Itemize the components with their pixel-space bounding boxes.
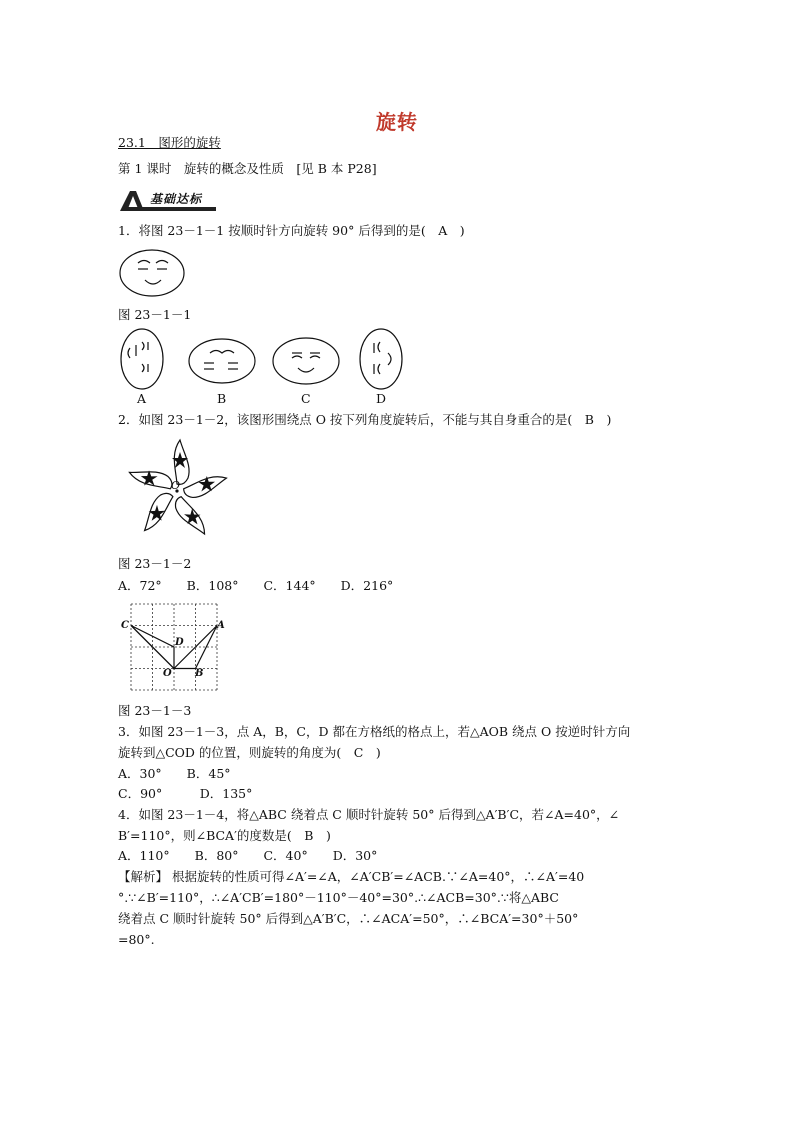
q1-option-b-label: B — [217, 391, 227, 406]
q3-label-c: C — [121, 620, 129, 631]
q1-original-face-figure — [118, 248, 188, 300]
q3-label-b: B — [195, 668, 204, 679]
q1-option-c-label: C — [301, 391, 311, 406]
lesson-heading: 第 1 课时 旋转的概念及性质 [见 B 本 P28] — [118, 161, 377, 176]
q3-label-o: O — [163, 668, 172, 679]
q4-analysis-line2: °.∵∠B′=110°，∴∠A′CB′=180°－110°－40°=30°.∴∠ACB=30°.∵将△ABC — [118, 890, 559, 905]
q4-analysis-line3: 绕着点 C 顺时针旋转 50° 后得到△A′B′C，∴∠ACA′=50°，∴∠BCA′=30°＋50° — [118, 911, 579, 926]
q1-stem: 1．将图 23－1－1 按顺时针方向旋转 90° 后得到的是( A ) — [118, 223, 465, 238]
q3-options-line2: C．90° D．135° — [118, 786, 253, 801]
q4-stem-line1: 4．如图 23－1－4，将△ABC 绕着点 C 顺时针旋转 50° 后得到△A′B′C，若∠A=40°，∠ — [118, 807, 620, 822]
q2-options: A．72° B．108° C．144° D．216° — [118, 578, 394, 593]
q1-figure-caption: 图 23－1－1 — [118, 307, 192, 322]
q4-options: A．110° B．80° C．40° D．30° — [118, 848, 378, 863]
q3-grid-figure — [118, 600, 222, 695]
q3-stem-line1: 3．如图 23－1－3，点 A，B，C，D 都在方格纸的格点上，若△AOB 绕点 O 按逆时针方向 — [118, 724, 631, 739]
section-heading: 23.1 图形的旋转 — [118, 135, 221, 150]
q3-figure-caption: 图 23－1－3 — [118, 703, 192, 718]
badge-label: 基础达标 — [150, 192, 203, 206]
page-title: 旋转 — [376, 110, 418, 134]
q1-option-a-label: A — [137, 391, 147, 406]
q3-label-a: A — [217, 620, 225, 631]
q3-options-line1: A．30° B．45° — [118, 766, 231, 781]
q1-options-figure — [118, 328, 408, 390]
q4-analysis-line4: =80°. — [118, 932, 155, 947]
leaf-shape-icon — [172, 440, 189, 484]
q4-stem-line2: B′=110°，则∠BCA′的度数是( B ) — [118, 828, 331, 843]
q2-point-o-label: O — [171, 479, 181, 492]
q1-option-d-label: D — [376, 391, 387, 406]
q3-stem-line2: 旋转到△COD 的位置，则旋转的角度为( C ) — [118, 745, 381, 760]
q3-label-d: D — [175, 637, 184, 648]
q4-analysis-line1: 【解析】 根据旋转的性质可得∠A′=∠A，∠A′CB′=∠ACB.∵∠A=40°，∴∠A′=40 — [118, 869, 585, 884]
q2-stem: 2．如图 23－1－2，该图形围绕点 O 按下列角度旋转后，不能与其自身重合的是( B ) — [118, 412, 612, 427]
q2-figure-caption: 图 23－1－2 — [118, 556, 192, 571]
basic-level-badge — [118, 189, 218, 213]
